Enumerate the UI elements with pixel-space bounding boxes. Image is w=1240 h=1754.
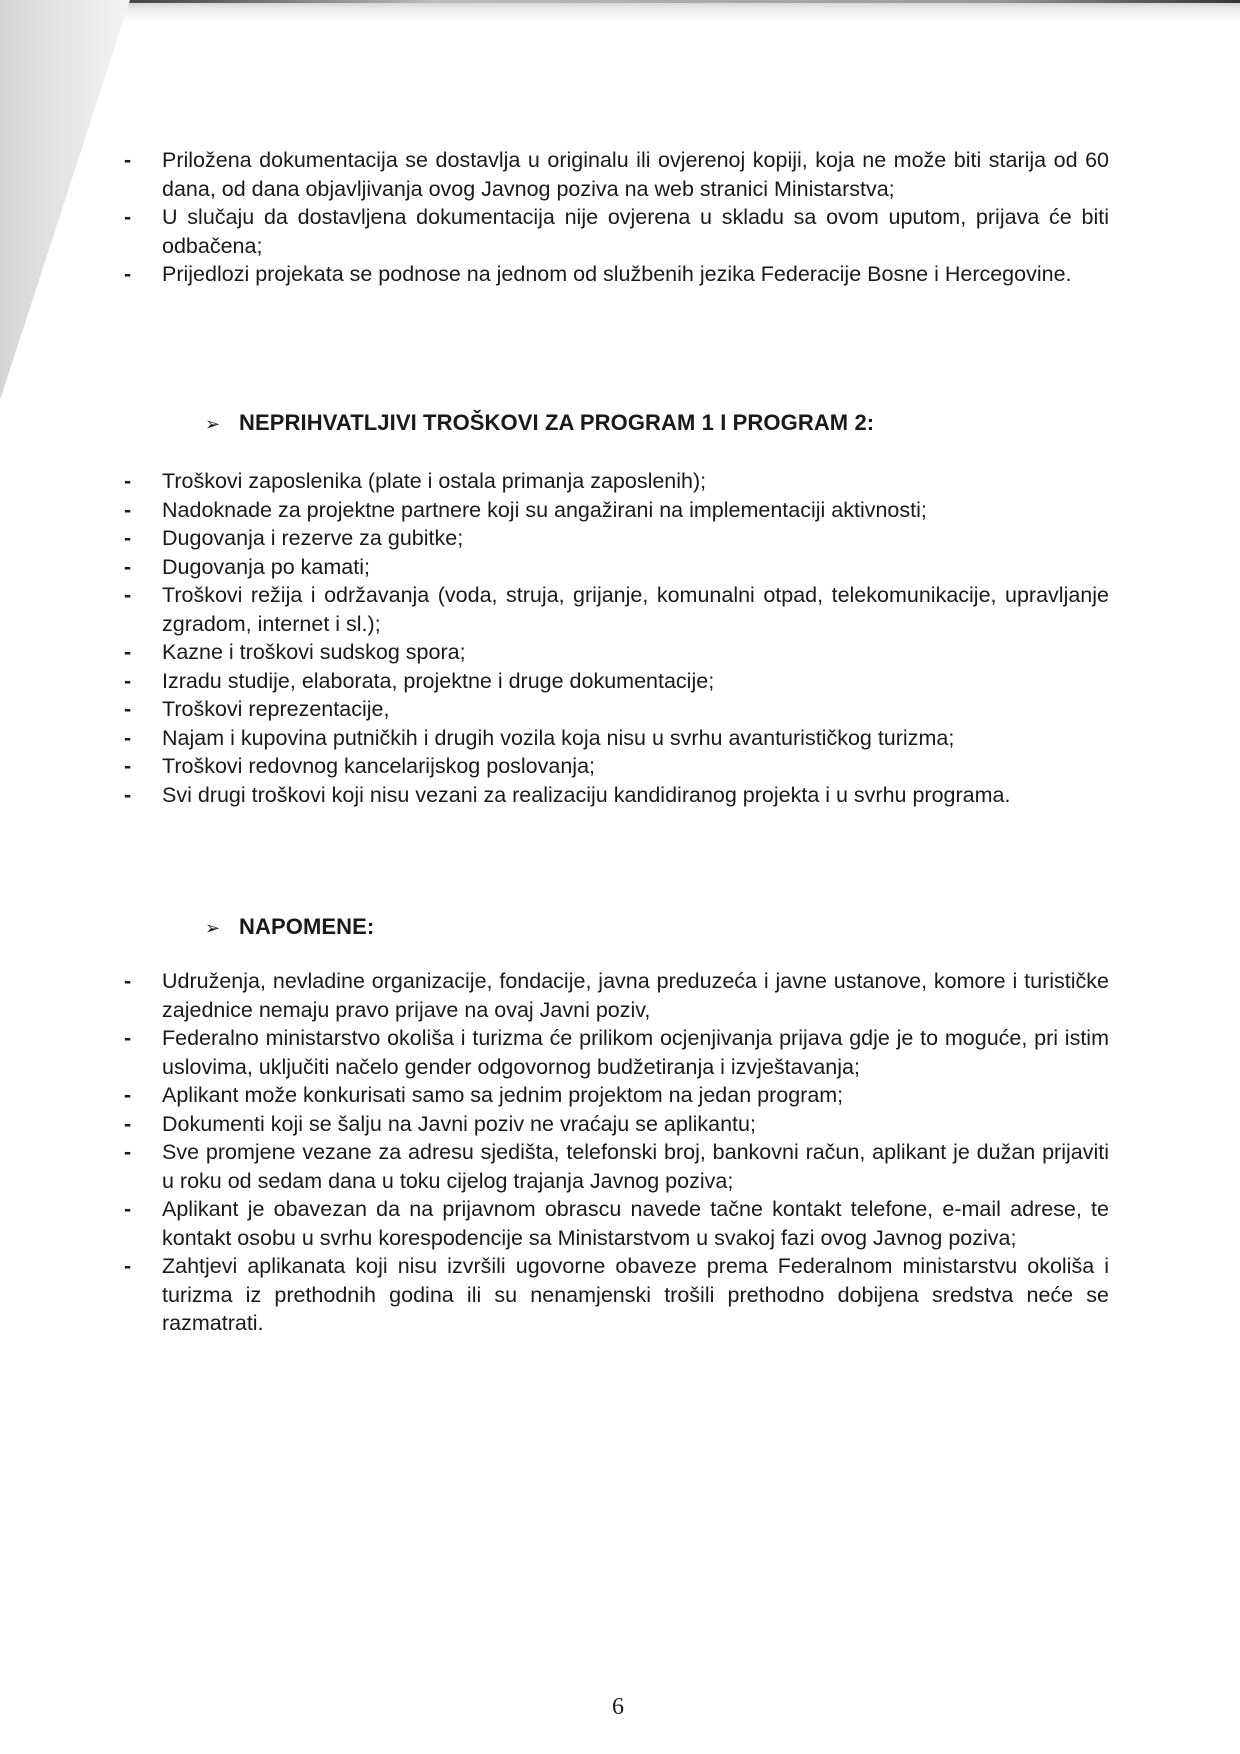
list-item bbox=[0, 1138, 1109, 1195]
scan-edge-top bbox=[0, 0, 1240, 3]
list-item bbox=[0, 260, 1109, 289]
heading-text: NEPRIHVATLJIVI TROŠKOVI ZA PROGRAM 1 I PROGRAM 2: bbox=[239, 410, 875, 435]
list-dash: - bbox=[124, 1111, 132, 1136]
list-dash: - bbox=[124, 262, 132, 286]
list-item-text: Sve promjene vezane za adresu sjedišta, telefonski broj, bankovni račun, aplikant je dužan prijaviti u roku od sedam dana u toku cijelog trajanja Javnog poziva; bbox=[162, 1140, 1109, 1193]
list-dash: - bbox=[124, 640, 132, 664]
heading-text: NAPOMENE: bbox=[239, 914, 375, 939]
list-item bbox=[0, 667, 1109, 696]
list-dash: - bbox=[124, 725, 132, 750]
list-item bbox=[0, 724, 1109, 753]
list-item bbox=[0, 146, 1109, 203]
list-item-text: Troškovi redovnog kancelarijskog poslovanja; bbox=[162, 754, 596, 778]
list-item bbox=[0, 967, 1109, 1024]
list-item-text: Priložena dokumentacija se dostavlja u originalu ili ovjerenoj kopiji, koja ne može biti starija od 60 dana, od dana objavljivanja ovog Javnog poziva na web stranici Ministarstva; bbox=[162, 148, 1109, 201]
list-item bbox=[0, 695, 1109, 724]
arrowhead-right-icon: ➢ bbox=[205, 414, 221, 434]
list-dash: - bbox=[124, 148, 132, 172]
list-item bbox=[0, 1110, 1109, 1139]
list-dash: - bbox=[124, 1026, 132, 1050]
list-item bbox=[0, 553, 1109, 582]
list-item bbox=[0, 496, 1109, 525]
list-item-text: U slučaju da dostavljena dokumentacija nije ovjerena u skladu sa ovom uputom, prijava će biti odbačena; bbox=[162, 205, 1109, 258]
list-dash: - bbox=[124, 497, 132, 522]
arrowhead-right-icon: ➢ bbox=[205, 918, 221, 938]
section-heading-notes bbox=[205, 914, 374, 940]
list-dash: - bbox=[124, 969, 132, 993]
list-item-text: Nadoknade za projektne partnere koji su angažirani na implementaciji aktivnosti; bbox=[162, 497, 927, 522]
list-item-text: Kazne i troškovi sudskog spora; bbox=[162, 640, 466, 664]
list-dash: - bbox=[124, 1140, 132, 1164]
list-dash: - bbox=[124, 583, 132, 607]
list-item-text: Aplikant može konkurisati samo sa jednim projektom na jedan program; bbox=[162, 1083, 844, 1107]
list-item-text: Zahtjevi aplikanata koji nisu izvršili ugovorne obaveze prema Federalnom ministarstvu okoliša i turizma iz prethodnih godina ili su nenamjenski trošili prethodno dobijena sredstva neće se razmatrati. bbox=[162, 1254, 1109, 1335]
list-item bbox=[0, 781, 1109, 810]
list-dash: - bbox=[124, 1083, 132, 1107]
list-item bbox=[0, 581, 1109, 638]
list-dash: - bbox=[124, 526, 132, 550]
notes-list bbox=[0, 967, 1240, 1338]
list-item bbox=[0, 752, 1109, 781]
section-heading-ineligible-costs bbox=[205, 410, 874, 436]
list-item-text: Federalno ministarstvo okoliša i turizma će prilikom ocjenjivanja prijava gdje je to moguće, pri istim uslovima, uključiti načelo gender odgovornog budžetiranja i izvještavanja; bbox=[162, 1026, 1109, 1079]
list-item-text: Svi drugi troškovi koji nisu vezani za realizaciju kandidiranog projekta i u svrhu programa. bbox=[162, 782, 1011, 807]
list-item bbox=[0, 524, 1109, 553]
list-item-text: Dokumenti koji se šalju na Javni poziv ne vraćaju se aplikantu; bbox=[162, 1111, 756, 1136]
list-item-text: Aplikant je obavezan da na prijavnom obrascu navede tačne kontakt telefone, e-mail adrese, te kontakt osobu u svrhu korespodencije sa Ministarstvom u svakoj fazi ovog Javnog poziva; bbox=[162, 1197, 1109, 1250]
list-item-text: Dugovanja i rezerve za gubitke; bbox=[162, 526, 464, 550]
list-item bbox=[0, 1081, 1109, 1110]
list-dash: - bbox=[124, 205, 132, 229]
list-dash: - bbox=[124, 782, 132, 807]
list-item bbox=[0, 1024, 1109, 1081]
list-item-text: Udruženja, nevladine organizacije, fondacije, javna preduzeća i javne ustanove, komore i turističke zajednice nemaju pravo prijave na ovaj Javni poziv, bbox=[162, 969, 1109, 1022]
list-item-text: Troškovi zaposlenika (plate i ostala primanja zaposlenih); bbox=[162, 469, 707, 493]
list-item-text: Prijedlozi projekata se podnose na jednom od službenih jezika Federacije Bosne i Hercegovine. bbox=[162, 262, 1072, 286]
list-dash: - bbox=[124, 697, 132, 721]
ineligible-costs-list bbox=[0, 467, 1240, 809]
list-dash: - bbox=[124, 754, 132, 778]
list-dash: - bbox=[124, 668, 132, 693]
list-dash: - bbox=[124, 554, 132, 579]
intro-list bbox=[0, 146, 1240, 289]
list-item bbox=[0, 1252, 1109, 1338]
list-dash: - bbox=[124, 1197, 132, 1221]
list-item-text: Troškovi režija i održavanja (voda, struja, grijanje, komunalni otpad, telekomunikacije, upravljanje zgradom, internet i sl.); bbox=[162, 583, 1109, 636]
list-item bbox=[0, 1195, 1109, 1252]
list-item bbox=[0, 467, 1109, 496]
list-item bbox=[0, 203, 1109, 260]
list-dash: - bbox=[124, 469, 132, 493]
list-dash: - bbox=[124, 1254, 132, 1278]
list-item-text: Dugovanja po kamati; bbox=[162, 554, 370, 579]
list-item-text: Troškovi reprezentacije, bbox=[162, 697, 390, 721]
page-number: 6 bbox=[612, 1694, 624, 1720]
list-item bbox=[0, 638, 1109, 667]
scan-shadow-top bbox=[0, 0, 1240, 22]
list-item-text: Izradu studije, elaborata, projektne i druge dokumentacije; bbox=[162, 668, 715, 693]
list-item-text: Najam i kupovina putničkih i drugih vozila koja nisu u svrhu avanturističkog turizma; bbox=[162, 725, 955, 750]
